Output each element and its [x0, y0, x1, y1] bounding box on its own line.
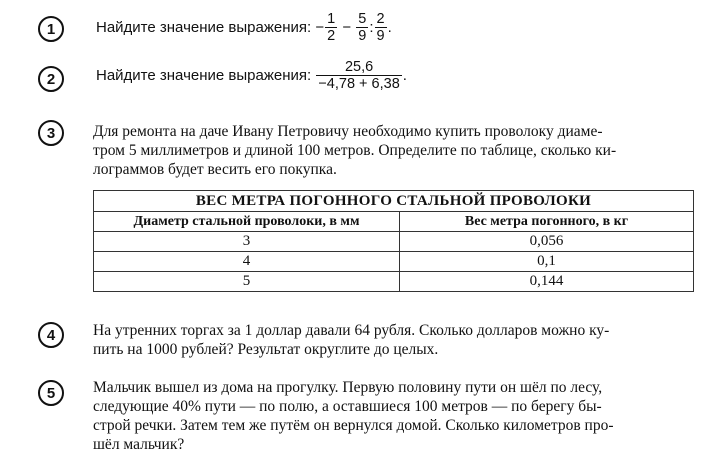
fraction: [375, 12, 387, 44]
fraction-denominator: 9: [376, 28, 385, 44]
table-row: [94, 272, 694, 292]
table-row: [94, 252, 694, 272]
table-header-diameter: Диаметр стальной проволоки, в мм: [94, 212, 400, 232]
text-line: шёл мальчик?: [93, 436, 185, 453]
table-caption: ВЕС МЕТРА ПОГОННОГО СТАЛЬНОЙ ПРОВОЛОКИ: [94, 191, 694, 212]
task-prompt: Найдите значение выражения:: [96, 66, 312, 84]
period: .: [402, 66, 407, 84]
task-number-badge: [38, 66, 64, 92]
text-line: лограммов будет весить его покупка.: [93, 161, 337, 178]
text-line: Мальчик вышел из дома на прогулку. Первую половину пути он шёл по лесу,: [93, 379, 603, 396]
task-number-badge: [38, 120, 64, 146]
task-3-text: [93, 122, 703, 179]
text-line: следующие 40% пути — по полю, а оставшиеся 100 метров — по берегу бы-: [93, 398, 602, 415]
table-cell: 0,1: [400, 252, 694, 272]
task-number-badge: [38, 380, 64, 406]
fraction-numerator: 1: [327, 11, 336, 27]
text-line: На утренних торгах за 1 доллар давали 64 рубля. Сколько долларов можно ку-: [93, 322, 610, 339]
task-5-text: [93, 378, 703, 454]
task-number: 3: [46, 124, 56, 142]
fraction-numerator: 2: [376, 11, 385, 27]
text-line: пить на 1000 рублей? Результат округлите до целых.: [93, 341, 439, 358]
table-cell: 3: [94, 232, 400, 252]
fraction-denominator: 2: [327, 28, 336, 44]
wire-weight-table: [93, 190, 694, 292]
minus-sign: −: [315, 18, 325, 36]
fraction-denominator: 9: [358, 28, 367, 44]
minus-sign: −: [342, 18, 352, 36]
table-row: [94, 232, 694, 252]
fraction-numerator: 5: [358, 11, 367, 27]
task-number: 4: [46, 326, 56, 344]
task-number: 5: [46, 384, 56, 402]
task-number-badge: [38, 16, 64, 42]
text-line: Для ремонта на даче Ивану Петровичу необходимо купить проволоку диаме-: [93, 123, 603, 140]
table-cell: 5: [94, 272, 400, 292]
task-4-text: [93, 321, 703, 359]
division-sign: :: [369, 18, 374, 36]
table-cell: 4: [94, 252, 400, 272]
task-number: 2: [46, 70, 56, 88]
text-line: строй речки. Затем тем же путём он вернулся домой. Сколько километров про-: [93, 417, 614, 434]
task-2-text: [96, 60, 407, 92]
task-prompt: Найдите значение выражения:: [96, 18, 312, 36]
fraction-numerator: 25,6: [316, 60, 401, 76]
table-cell: 0,056: [400, 232, 694, 252]
task-number: 1: [46, 20, 56, 38]
fraction: [356, 12, 368, 44]
fraction: [316, 60, 401, 92]
table-cell: 0,144: [400, 272, 694, 292]
task-number-badge: [38, 322, 64, 348]
text-line: тром 5 миллиметров и длиной 100 метров. Определите по таблице, сколько ки-: [93, 142, 617, 159]
table-header-weight: Вес метра погонного, в кг: [400, 212, 694, 232]
fraction-denominator: −4,78 + 6,38: [318, 76, 400, 92]
period: .: [387, 18, 392, 36]
fraction: [325, 12, 337, 44]
task-1-text: [96, 12, 392, 44]
